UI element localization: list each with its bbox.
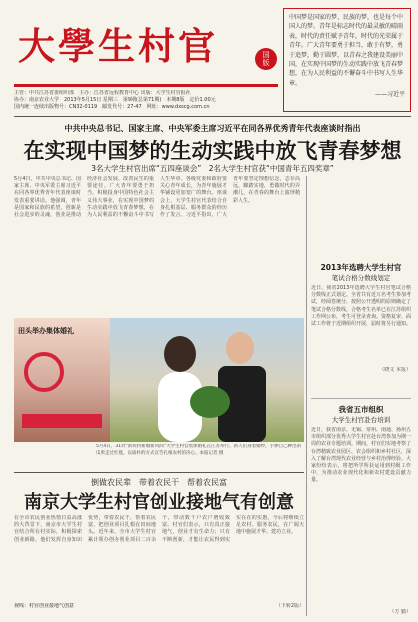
info-line-2: 协办：南京农业大学 2013年5月15日 星期三 第9期(总第71期) 本期8版 定价1.00元: [14, 97, 216, 103]
groom-face-icon: [226, 332, 254, 364]
motto-text: 中国梦是国家的梦、民族的梦，也是每个中国人的梦。青年是标志时代的最灵敏的晴雨表，时代的责任赋予青年，时代的光荣属于青年。广大青年要勇于担当，敢于有梦，勇于追梦，勤于圆梦，以青春之我建设美丽中国，在实现中国梦的生动实践中放飞青春梦想，在为人民利益的不懈奋斗中书写人生华章。: [289, 14, 404, 87]
photo-inset: [14, 318, 110, 442]
motto-signature: ——习近平: [374, 91, 405, 99]
divider-top: [14, 116, 411, 117]
publication-info: [14, 90, 278, 111]
heart-arch-icon: [24, 352, 64, 392]
watermelon-icon: [190, 386, 230, 418]
brief-1-sign: （晓文 本报）: [379, 367, 411, 373]
story-continued: （下转2版）: [275, 603, 304, 609]
story-footer: 视线：村官创业接地气创意: [14, 603, 75, 609]
couple-illustration: [110, 318, 304, 442]
sidebar-brief-2: [311, 404, 411, 616]
masthead-title: 大學生村官: [18, 24, 218, 68]
photo-caption: 5月4日，31对“新农村新婚新风尚”大学生村官集体婚礼在江苏举行。新人们身着婚纱，手捧自己种出的瓜果走过红毯，以质朴的方式宣告扎根农村的决心。本报记者 摄: [96, 444, 302, 456]
bride-hair-icon: [164, 336, 196, 372]
divider-story: [14, 472, 304, 473]
wedding-banner-icon: [22, 414, 102, 428]
brief-2-sign: （方 勤）: [389, 609, 411, 615]
edition-badge: 国 版: [255, 48, 277, 70]
brief-1-subtitle: 笔试合格分数线划定: [331, 274, 391, 282]
story-headline: 南京大学生村官创业接地气有创意: [24, 492, 294, 513]
info-line-3: 国内统一连续出版物号：CN32-0119 邮发代号：27-47 网址：www.dxscg.com.cn: [14, 104, 210, 110]
lead-body: 5月4日，中共中央总书记、国家主席、中央军委主席习近平在同各界优秀青年代表座谈时发表重要讲话。他强调，青年是国家和民族的希望，创新是社会进步的灵魂，创业是推动经济社会发展、改善民生的重要途径。广大青年要勇于担当，积极投身中国特色社会主义伟大事业，在实现中国梦的生动实践中放飞青春梦想，在为人民利益的不懈奋斗中书写人生华章。各级党委和政府要关心青年成长，为青年施展才华铺设更加宽广的舞台。座谈会上，大学生村官代表结合自身扎根基层、服务群众的经历作了发言。习近平指出，广大青年要坚定理想信念，志存高远，脚踏实地，勇做时代的弄潮儿，在青春的舞台上演绎精彩人生。: [14, 176, 300, 219]
sidebar-brief-1: [311, 262, 411, 374]
brief-2-body: 近日，我省南京、无锡、常州、南通、扬州五市组织部分优秀大学生村官赴台湾参加为期一周的农业专题培训。期间，村官们实地考察了台湾精致农业园区、农会组织和乡村社区，深入了解台湾现代农业经营与乡村治理经验。大家纷纷表示，将把所学所获运用到村级工作中，为推动农业现代化和新农村建设贡献力量。: [311, 427, 411, 484]
lead-subline: 3名大学生村官出席“五四座谈会” 2名大学生村官获“中国青年五四奖章”: [91, 164, 334, 173]
sidebar-divider: [306, 176, 307, 616]
masthead-rule: [14, 84, 278, 87]
brief-1-title: 2013年选聘大学生村官: [320, 263, 402, 272]
story-kicker: 倒做农民辈 带着农民干 帮着农民富: [91, 478, 227, 487]
brief-1-body: 近日，我省2013年选聘大学生村官笔试合格分数线正式划定。全省共有近万名考生参加考试，经阅卷统分，按照公开透明的原则确定了笔试合格分数线。合格考生名单已在江苏组织工作网公布，考生可登录查询。资格复审、面试工作将于近期组织开展，届时将另行通知。: [311, 285, 411, 328]
lead-kicker: 中共中央总书记、国家主席、中央军委主席习近平在同各界优秀青年代表座谈时指出: [64, 124, 361, 133]
motto-box: [283, 8, 411, 112]
brief-2-title: 我省五市组织: [338, 405, 384, 414]
lead-headline: 在实现中国梦的生动实践中放飞青春梦想: [23, 138, 402, 163]
wedding-photo: [14, 318, 304, 442]
sidebar-rule: [311, 398, 411, 399]
inset-label: 田头举办集体婚礼: [18, 327, 74, 335]
story-body: 在全市农民创业热情日益高涨的大背景下，南京市大学生村官结合所在村实际，积极探索创业新路。他们发挥自身知识优势，带着农民干，帮着农民富，把创业项目扎根在田间地头。近年来，全市大学生村官累计领办创办创业项目二百余个，带动数千户农户增收致富。村官们表示，只有真正接地气，创业才有生命力；只有不断创新，才能让农民得到实实在在的实惠。今后将继续立足农村、服务农民，在广阔天地中施展才华、建功立业。: [14, 515, 304, 543]
info-line-1: 主管：中共江苏省委组织部 主办：江苏省远程教育中心 出版：大学生村官报社: [14, 90, 191, 96]
brief-2-subtitle: 大学生村官赴台培训: [331, 416, 391, 424]
